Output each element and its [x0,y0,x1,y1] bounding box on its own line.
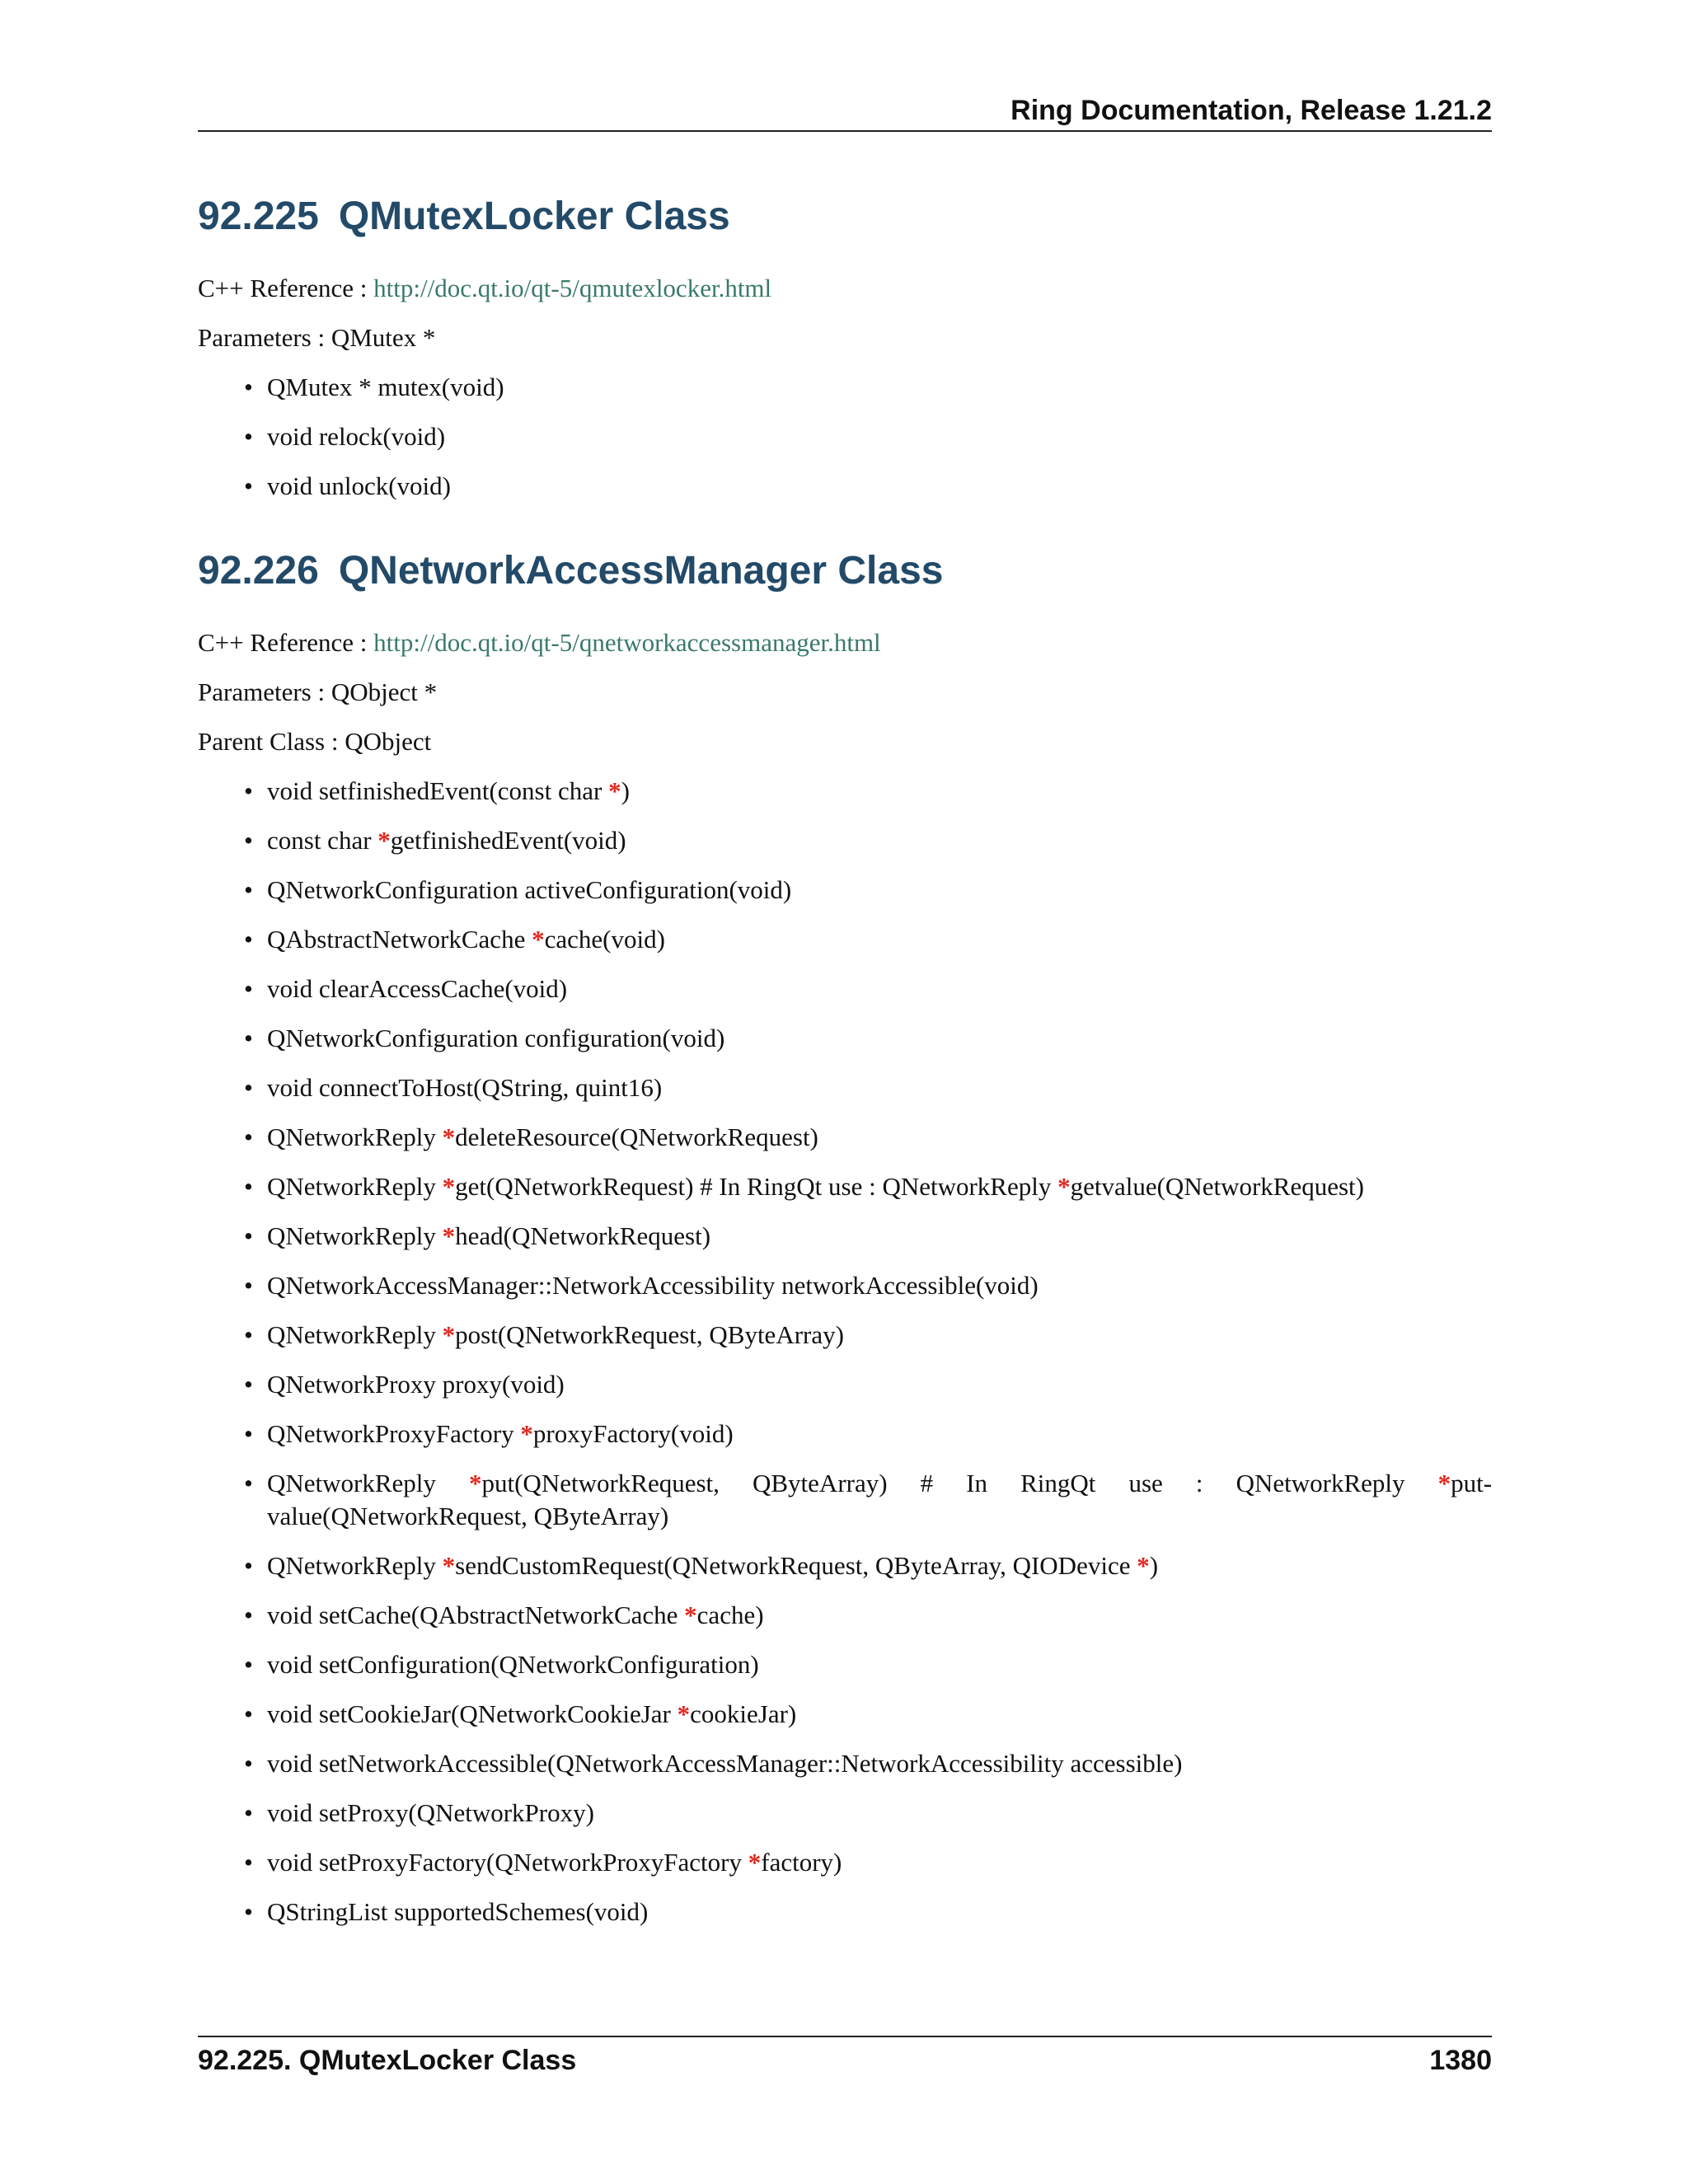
method-item [267,1698,1492,1731]
method-item [267,1599,1492,1632]
method-item [267,972,1492,1005]
pointer-star: * [442,1320,456,1349]
method-item [267,1648,1492,1681]
header-rule [198,130,1492,132]
pointer-star: * [377,826,391,855]
pointer-star: * [1137,1551,1150,1580]
method-text: QNetworkProxyFactory [267,1419,521,1448]
method-text: void setProxyFactory(QNetworkProxyFactory [267,1848,748,1877]
method-text: QNetworkReply [267,1320,443,1349]
method-item [267,1220,1492,1253]
method-text: cache) [696,1601,764,1629]
running-footer [198,2042,1492,2079]
method-text: getvalue(QNetworkRequest) [1070,1172,1364,1201]
method-text: cookieJar) [690,1699,797,1728]
method-item [267,1467,1492,1533]
method-item [267,1549,1492,1582]
pointer-star: * [520,1419,533,1448]
method-item: • QMutex * mutex(void) [267,371,1492,404]
method-text: QNetworkReply [267,1172,443,1201]
method-item: • void unlock(void) [267,470,1492,503]
method-text: deleteResource(QNetworkRequest) [455,1122,818,1151]
section-heading [198,188,1492,246]
running-header: Ring Documentation, Release 1.21.2 [1010,95,1492,126]
footer-section: 92.225. QMutexLocker Class [198,2045,577,2076]
method-item [267,1368,1492,1401]
method-item [267,1846,1492,1879]
pointer-star: * [532,925,545,954]
reference-label: C++ Reference : [198,628,368,657]
parameters-value: QMutex * [331,323,436,352]
pointer-star: * [442,1122,456,1151]
method-item [267,1797,1492,1830]
method-text: proxyFactory(void) [532,1419,734,1448]
section-title: QNetworkAccessManager Class [338,549,944,593]
method-text: QStringList supportedSchemes(void) [267,1897,649,1926]
method-item [267,874,1492,907]
document-page [198,0,1492,2184]
method-text: getfinishedEvent(void) [390,826,626,855]
pointer-star: * [748,1848,762,1877]
parameters [198,676,1492,709]
method-list [198,775,1492,1929]
method-text: void setCache(QAbstractNetworkCache [267,1601,685,1629]
method-text: QNetworkProxy proxy(void) [267,1370,565,1399]
parameters-label: Parameters : [198,677,326,706]
method-text: post(QNetworkRequest, QByteArray) [455,1320,844,1349]
cpp-reference [198,272,1492,305]
method-text: void connectToHost(QString, quint16) [267,1073,663,1102]
method-item [267,775,1492,808]
method-item [267,1418,1492,1451]
method-item [267,1896,1492,1929]
method-text: put- value(QNetworkRequest, QByteArray) [267,1469,1493,1530]
pointer-star: * [684,1601,697,1629]
section-qnetworkaccessmanager [198,542,1492,1929]
method-text: void setCookieJar(QNetworkCookieJar [267,1699,678,1728]
pointer-star: * [442,1172,456,1201]
method-text: QNetworkReply [267,1122,443,1151]
parameters-value: QObject * [331,677,438,706]
method-item [267,1747,1492,1780]
method-text: ) [1149,1551,1159,1580]
reference-link[interactable]: http://doc.qt.io/qt-5/qmutexlocker.html [373,274,772,302]
section-title: QMutexLocker Class [338,194,730,238]
method-text: get(QNetworkRequest) # In RingQt use : QNetworkReply [455,1172,1058,1201]
parent-label: Parent Class : [198,727,339,756]
method-text: const char [267,826,378,855]
parent-class [198,725,1492,758]
reference-link[interactable]: http://doc.qt.io/qt-5/qnetworkaccessmanager.html [373,628,881,657]
pointer-star: * [1437,1469,1451,1497]
parameters-label: Parameters : [198,323,326,352]
cpp-reference [198,626,1492,659]
method-text: QNetworkReply [267,1469,469,1497]
method-item [267,1022,1492,1055]
method-item [267,1121,1492,1154]
section-number: 92.225 [198,194,319,238]
method-text: void clearAccessCache(void) [267,974,568,1003]
method-item [267,1319,1492,1352]
method-item [267,824,1492,857]
method-text: void setfinishedEvent(const char [267,776,609,805]
pointer-star: * [1057,1172,1071,1201]
method-text: QAbstractNetworkCache [267,925,532,954]
pointer-star: * [677,1699,691,1728]
parent-value: QObject [345,727,432,756]
reference-label: C++ Reference : [198,274,368,302]
method-text: void setNetworkAccessible(QNetworkAccessManager::NetworkAccessibility accessible) [267,1749,1183,1778]
method-text: put(QNetworkRequest, QByteArray) # In RingQt use : QNetworkReply [481,1469,1438,1497]
method-text: QNetworkAccessManager::NetworkAccessibility networkAccessible(void) [267,1271,1039,1300]
method-text: sendCustomRequest(QNetworkRequest, QByteArray, QIODevice [455,1551,1137,1580]
method-list [198,371,1492,503]
pointer-star: * [469,1469,482,1497]
method-text: cache(void) [544,925,665,954]
method-text: QNetworkConfiguration configuration(void) [267,1024,725,1052]
page-content [198,188,1492,1945]
method-text: QNetworkReply [267,1551,443,1580]
section-number: 92.226 [198,549,319,593]
method-text: QNetworkConfiguration activeConfiguration(void) [267,875,792,904]
method-text: void setConfiguration(QNetworkConfiguration) [267,1650,759,1679]
page-number: 1380 [1429,2045,1492,2076]
section-heading [198,542,1492,600]
method-text: head(QNetworkRequest) [455,1221,711,1250]
method-item [267,923,1492,956]
method-item [267,1071,1492,1104]
method-text: ) [621,776,630,805]
method-item: • void relock(void) [267,420,1492,453]
pointer-star: * [442,1551,456,1580]
method-text: QNetworkReply [267,1221,443,1250]
parameters [198,321,1492,354]
footer-rule [198,2036,1492,2037]
method-text: void setProxy(QNetworkProxy) [267,1798,594,1827]
method-item [267,1170,1492,1203]
method-text: factory) [761,1848,842,1877]
pointer-star: * [442,1221,456,1250]
method-item [267,1269,1492,1302]
pointer-star: * [608,776,621,805]
section-qmutexlocker [198,188,1492,503]
